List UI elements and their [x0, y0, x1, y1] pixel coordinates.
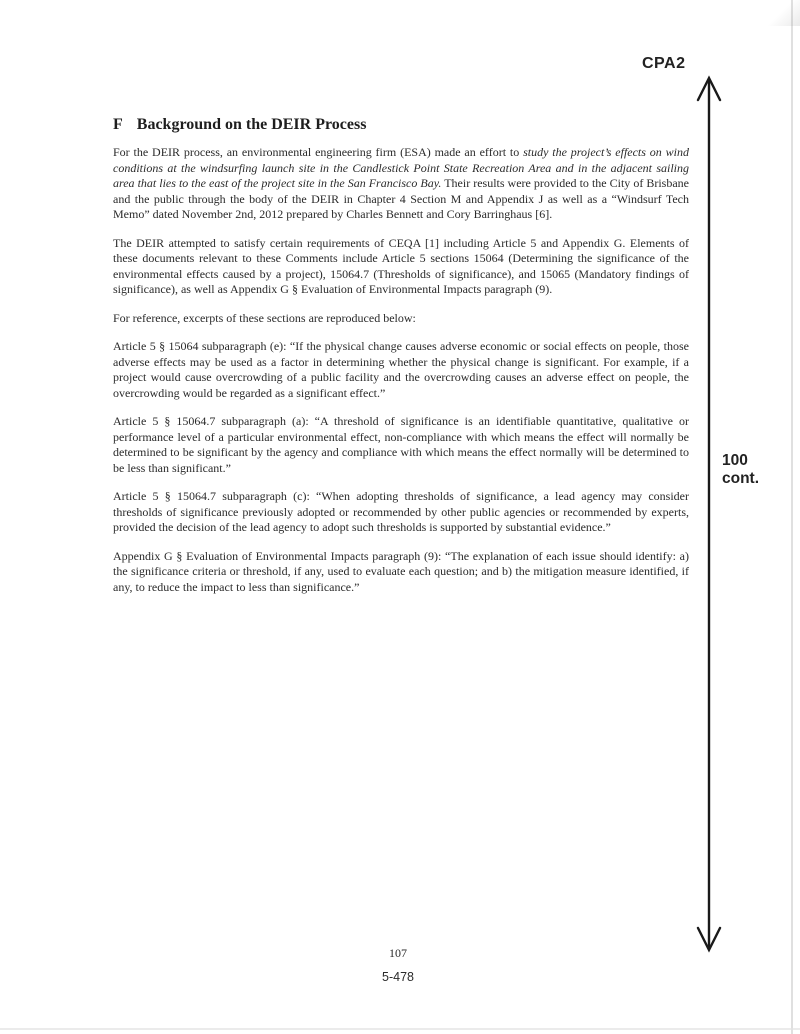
paragraph-ceqa-requirements: The DEIR attempted to satisfy certain requirements of CEQA [1] including Article 5 and Appendix G. Elements of these documents relevant to these Comments include Article 5 sections 15064 (Determining the significance of the environmental effects caused by a project), 15064.7 (Thresholds of significance), and 15065 (Mandatory findings of significance), as well as Appendix G § Evaluation of Environmental Impacts paragraph (9). — [113, 235, 689, 296]
paragraph-text: Their results were provided to the City of Brisbane and the public through the body of the DEIR in Chapter 4 Section M and Appendix J as well as a “Windsurf Tech Memo” dated November 2nd, 2012 prepared by Charles Bennett and Cory Barringhaus [6]. — [113, 176, 689, 221]
paragraph-italic-text: study the project’s effects on wind conditions at the windsurfing launch site in the Candlestick Point State Recreation Area and in the adjacent sailing area that lies to the east of the project site in the San Francisco Bay. — [113, 145, 689, 190]
paragraph-reference-intro: For reference, excerpts of these sections are reproduced below: — [113, 310, 416, 325]
paragraph-excerpt-15064-7a: Article 5 § 15064.7 subparagraph (a): “A threshold of significance is an identifiable quantitative, qualitative or performance level of a particular environmental effect, non-compliance with which means the effect will normally be determined to be significant by the agency and compliance with which means the effect normally will be determined to be less than significant.” — [113, 414, 689, 475]
section-heading-title: Background on the DEIR Process — [136, 116, 367, 133]
paragraph-excerpt-15064-7c: Article 5 § 15064.7 subparagraph (c): “When adopting thresholds of significance, a lead agency may consider thresholds of significance previously adopted or recommended by other public agencies or recommended by experts, provided the decision of the lead agency to adopt such thresholds is supported by substantial evidence.” — [113, 489, 689, 534]
comment-extent-arrow-icon — [694, 74, 724, 954]
comment-number-label — [722, 452, 759, 488]
paragraph-text: For the DEIR process, an environmental engineering firm (ESA) made an effort to — [113, 145, 524, 159]
comment-number: 100 — [722, 452, 748, 469]
scan-edge-right — [791, 0, 793, 1034]
document-body — [113, 116, 689, 608]
scan-edge-bottom — [0, 1028, 800, 1030]
section-heading-number: F — [113, 116, 123, 133]
paragraph-excerpt-appendix-g: Appendix G § Evaluation of Environmental Impacts paragraph (9): “The explanation of each issue should identify: a) the significance criteria or threshold, if any, used to evaluate each question; and b) the mitigation measure identified, if any, to reduce the impact to less than significance.” — [113, 548, 689, 594]
scan-corner-shade — [752, 0, 800, 26]
commenter-code-label: CPA2 — [642, 55, 686, 72]
comment-continued: cont. — [722, 470, 760, 487]
paragraph-excerpt-15064e: Article 5 § 15064 subparagraph (e): “If the physical change causes adverse economic or social effects on people, those adverse effects may be used as a factor in determining whether the physical change is significant. For example, if a project would cause overcrowding of a public facility and the overcrowding causes an adverse effect on people, the overcrowding would be regarded as a significant effect.” — [113, 339, 689, 400]
page-number: 107 — [389, 946, 407, 960]
paragraph-deir-process — [113, 145, 689, 223]
section-heading — [113, 116, 689, 134]
document-page-number: 5-478 — [382, 970, 414, 984]
